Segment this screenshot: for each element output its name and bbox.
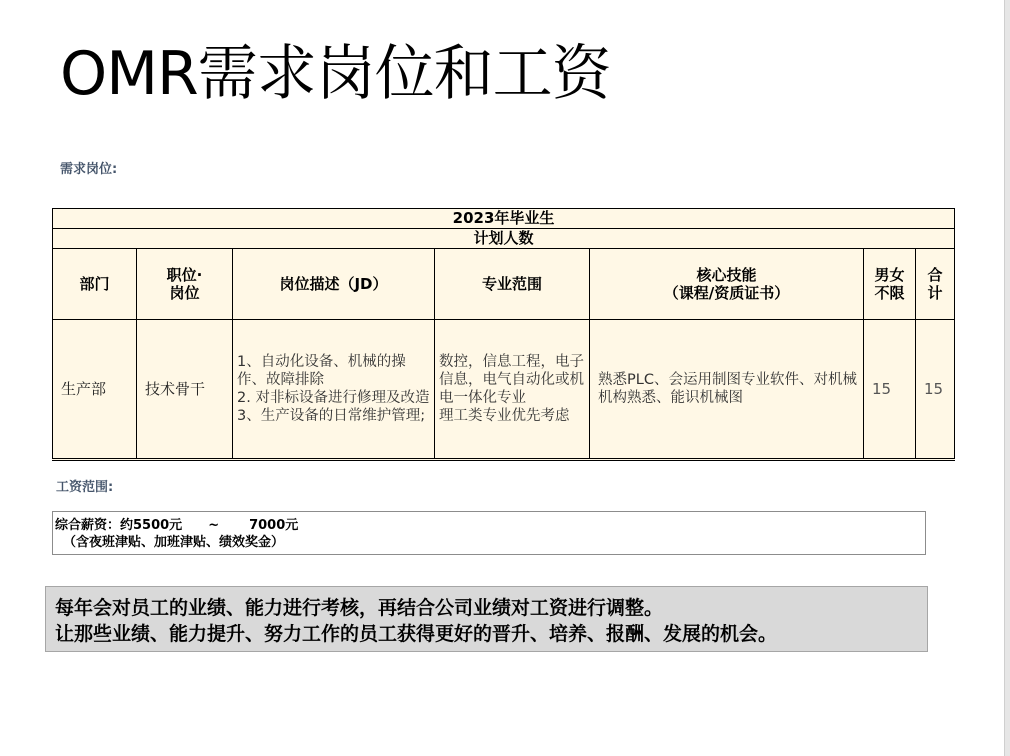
cell-gender-count: 15 bbox=[864, 320, 916, 460]
cell-department: 生产部 bbox=[53, 320, 137, 460]
salary-section-label: 工资范围: bbox=[56, 480, 114, 495]
salary-range bbox=[55, 518, 298, 533]
note-box bbox=[45, 586, 928, 652]
page-right-edge bbox=[1004, 0, 1010, 756]
salary-upper: 7000元 bbox=[249, 518, 299, 533]
cell-total-count: 15 bbox=[916, 320, 955, 460]
column-header-total: 合 计 bbox=[916, 249, 955, 320]
cell-skills: 熟悉PLC、会运用制图专业软件、对机械机构熟悉、能识机械图 bbox=[590, 320, 864, 460]
page-title: OMR需求岗位和工资 bbox=[60, 39, 611, 109]
column-header-jd: 岗位描述（JD） bbox=[233, 249, 435, 320]
positions-section-label: 需求岗位: bbox=[60, 162, 118, 177]
column-header-gender: 男女 不限 bbox=[864, 249, 916, 320]
salary-box bbox=[52, 511, 926, 555]
note-line-1: 每年会对员工的业绩、能力进行考核，再结合公司业绩对工资进行调整。 bbox=[55, 597, 664, 619]
salary-lower: 综合薪资：约5500元 bbox=[55, 518, 183, 533]
table-row bbox=[53, 320, 955, 460]
note-line-2: 让那些业绩、能力提升、努力工作的员工获得更好的晋升、培养、报酬、发展的机会。 bbox=[55, 623, 778, 645]
cell-position: 技术骨干 bbox=[137, 320, 233, 460]
table-header-plan: 计划人数 bbox=[53, 229, 955, 249]
cell-jd: 1、自动化设备、机械的操作、故障排除 2. 对非标设备进行修理及改造 3、生产设备的日常维护管理; bbox=[233, 320, 435, 460]
column-header-position: 职位· 岗位 bbox=[137, 249, 233, 320]
table-header-year: 2023年毕业生 bbox=[53, 209, 955, 229]
cell-major: 数控，信息工程，电子信息，电气自动化或机电一体化专业 理工类专业优先考虑 bbox=[435, 320, 590, 460]
column-header-major: 专业范围 bbox=[435, 249, 590, 320]
positions-table bbox=[52, 208, 955, 461]
salary-tilde: ~ bbox=[208, 518, 220, 533]
column-header-department: 部门 bbox=[53, 249, 137, 320]
column-header-skills: 核心技能 （课程/资质证书） bbox=[590, 249, 864, 320]
salary-detail: （含夜班津贴、加班津贴、绩效奖金） bbox=[63, 535, 285, 550]
